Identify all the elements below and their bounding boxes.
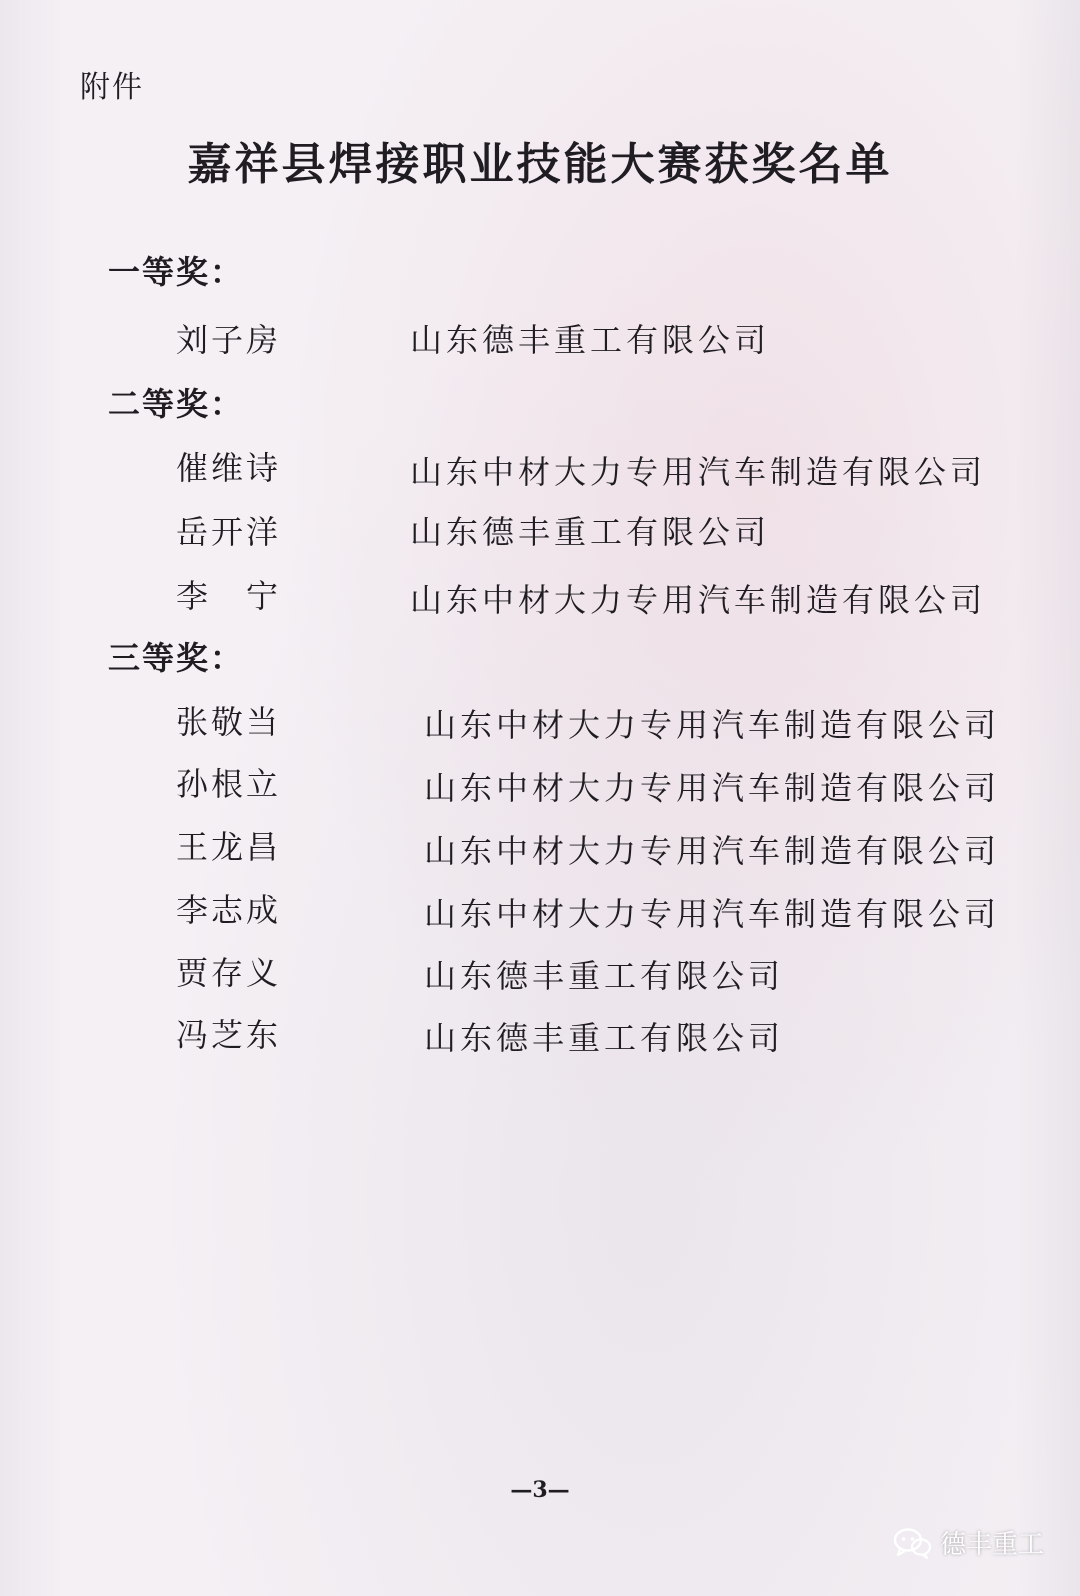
winner-company: 山东德丰重工有限公司 (424, 1019, 785, 1057)
attachment-label: 附件 (80, 70, 144, 105)
winner-company: 山东中材大力专用汽车制造有限公司 (424, 895, 1001, 933)
winner-name: 孙根立 (176, 765, 282, 803)
winner-company: 山东德丰重工有限公司 (410, 321, 771, 359)
winner-company: 山东中材大力专用汽车制造有限公司 (424, 706, 1001, 744)
winner-company: 山东中材大力专用汽车制造有限公司 (424, 769, 1001, 807)
watermark-text: 德丰重工 (939, 1530, 1044, 1560)
winner-company: 山东中材大力专用汽车制造有限公司 (410, 453, 987, 491)
document-title: 嘉祥县焊接职业技能大赛获奖名单 (187, 139, 893, 190)
page-number: —3— (510, 1477, 570, 1503)
winner-company: 山东中材大力专用汽车制造有限公司 (424, 832, 1001, 870)
winner-company: 山东德丰重工有限公司 (410, 513, 771, 551)
winner-name: 刘子房 (176, 321, 282, 359)
first-prize-heading: 一等奖： (108, 253, 245, 291)
winner-name: 催维诗 (176, 449, 282, 487)
winner-name: 冯芝东 (176, 1016, 282, 1054)
watermark (892, 1524, 1044, 1561)
second-prize-heading: 二等奖： (108, 385, 245, 423)
wechat-icon (892, 1527, 932, 1559)
third-prize-heading: 三等奖： (108, 639, 245, 677)
winner-name: 王龙昌 (176, 828, 282, 866)
winner-name: 张敬当 (176, 703, 282, 741)
winner-company: 山东中材大力专用汽车制造有限公司 (410, 581, 987, 619)
winner-name: 贾存义 (176, 954, 282, 992)
winner-company: 山东德丰重工有限公司 (424, 957, 785, 995)
winner-name: 岳开洋 (176, 513, 282, 551)
winner-name: 李志成 (176, 891, 282, 929)
winner-name: 李 宁 (176, 577, 282, 615)
